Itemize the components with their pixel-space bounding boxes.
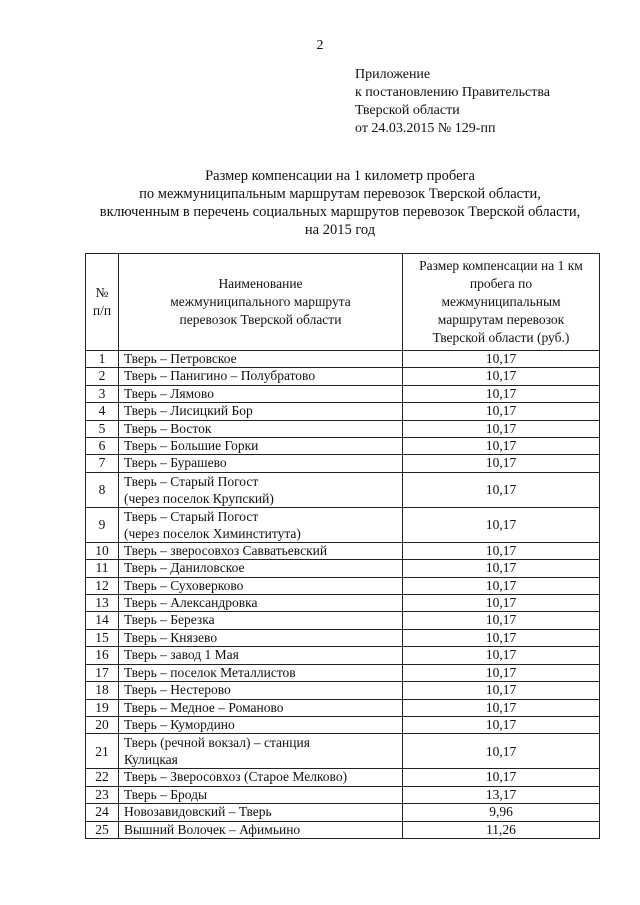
table-row	[86, 664, 600, 681]
table-row	[86, 507, 600, 542]
row-number: 10	[86, 542, 119, 559]
appendix-line: к постановлению Правительства	[355, 85, 551, 100]
route-name	[119, 821, 403, 838]
row-number: 23	[86, 786, 119, 803]
table-row	[86, 351, 600, 368]
route-name-line: Тверь – Кумордино	[124, 716, 235, 732]
compensation-value: 10,17	[403, 612, 600, 629]
route-name-line: Тверь (речной вокзал) – станция	[124, 735, 310, 751]
route-name	[119, 804, 403, 821]
table-row	[86, 786, 600, 803]
route-name	[119, 455, 403, 472]
compensation-value: 10,17	[403, 629, 600, 646]
table-row	[86, 542, 600, 559]
compensation-value: 10,17	[403, 769, 600, 786]
compensation-value: 10,17	[403, 368, 600, 385]
route-name-line: Новозавидовский – Тверь	[124, 804, 272, 820]
row-number: 15	[86, 629, 119, 646]
row-number: 14	[86, 612, 119, 629]
table-row	[86, 438, 600, 455]
route-name-line: Тверь – Александровка	[124, 595, 258, 611]
compensation-value: 10,17	[403, 542, 600, 559]
route-name-line: (через поселок Химинститута)	[124, 525, 301, 541]
title-line: Размер компенсации на 1 километр пробега	[205, 168, 475, 184]
table-row	[86, 612, 600, 629]
title-line: по межмуниципальным маршрутам перевозок Тверской области,	[139, 186, 541, 202]
appendix-line: Тверской области	[355, 103, 460, 118]
route-name	[119, 786, 403, 803]
route-name	[119, 734, 403, 769]
route-name-line: Тверь – Даниловское	[124, 560, 245, 576]
route-name-line: Тверь – Петровское	[124, 351, 237, 366]
compensation-value: 10,17	[403, 560, 600, 577]
table-row	[86, 595, 600, 612]
table-row	[86, 682, 600, 699]
route-name-line: Тверь – Старый Погост	[124, 473, 259, 489]
appendix-block	[355, 66, 550, 138]
compensation-value: 10,17	[403, 647, 600, 664]
route-name-line: (через поселок Крупский)	[124, 490, 274, 506]
compensation-value: 9,96	[403, 804, 600, 821]
route-name	[119, 542, 403, 559]
route-name	[119, 560, 403, 577]
header-route-line: Наименование	[218, 276, 303, 291]
compensation-value: 10,17	[403, 403, 600, 420]
header-number-line: п/п	[92, 303, 112, 318]
table-row	[86, 577, 600, 594]
route-name	[119, 351, 403, 368]
table-row	[86, 420, 600, 437]
route-name-line: Тверь – Броды	[124, 786, 208, 802]
row-number: 18	[86, 682, 119, 699]
compensation-value: 10,17	[403, 438, 600, 455]
route-name-line: Тверь – Суховерково	[124, 577, 244, 593]
route-name-line: Вышний Волочек – Афимьино	[124, 821, 301, 837]
table-row	[86, 804, 600, 821]
table-header-row	[86, 254, 600, 351]
route-name-line: Тверь – Медное – Романово	[124, 699, 284, 715]
route-name-line: Тверь – Панигино – Полубратово	[124, 368, 316, 384]
compensation-value: 10,17	[403, 577, 600, 594]
title-line: включенным в перечень социальных маршрутов перевозок Тверской области,	[99, 204, 581, 220]
header-number-line: №	[95, 285, 109, 300]
row-number: 7	[86, 455, 119, 472]
row-number: 13	[86, 595, 119, 612]
row-number: 22	[86, 769, 119, 786]
table-row	[86, 821, 600, 838]
route-name	[119, 403, 403, 420]
table-row	[86, 647, 600, 664]
header-number	[86, 254, 119, 351]
header-route-name	[119, 254, 403, 351]
route-name-line: Тверь – Большие Горки	[124, 438, 259, 454]
compensation-value: 10,17	[403, 385, 600, 402]
page-number: 2	[316, 38, 324, 53]
route-name-line: Тверь – Старый Погост	[124, 508, 259, 524]
row-number: 5	[86, 420, 119, 437]
compensation-table	[85, 253, 600, 839]
row-number: 25	[86, 821, 119, 838]
route-name	[119, 438, 403, 455]
row-number: 4	[86, 403, 119, 420]
route-name	[119, 699, 403, 716]
table-row	[86, 455, 600, 472]
row-number: 1	[86, 351, 119, 368]
table-row	[86, 769, 600, 786]
appendix-line: Приложение	[355, 67, 431, 82]
header-comp-line: маршрутам перевозок	[437, 312, 565, 327]
table-row	[86, 560, 600, 577]
route-name-line: Тверь – Лямово	[124, 385, 214, 401]
route-name	[119, 507, 403, 542]
title-line: на 2015 год	[304, 222, 376, 238]
route-name	[119, 769, 403, 786]
table-row	[86, 472, 600, 507]
row-number: 24	[86, 804, 119, 821]
compensation-value: 10,17	[403, 716, 600, 733]
route-name-line: Тверь – зверосовхоз Савватьевский	[124, 542, 328, 558]
row-number: 21	[86, 734, 119, 769]
route-name	[119, 629, 403, 646]
row-number: 11	[86, 560, 119, 577]
table-row	[86, 716, 600, 733]
route-name	[119, 612, 403, 629]
compensation-value: 10,17	[403, 420, 600, 437]
compensation-value: 11,26	[403, 821, 600, 838]
compensation-value: 10,17	[403, 455, 600, 472]
route-name	[119, 385, 403, 402]
compensation-value: 10,17	[403, 507, 600, 542]
route-name	[119, 595, 403, 612]
route-name	[119, 682, 403, 699]
table-row	[86, 385, 600, 402]
appendix-line: от 24.03.2015 № 129-пп	[355, 121, 496, 136]
route-name-line: Тверь – Нестерово	[124, 682, 231, 698]
table-body	[86, 351, 600, 839]
header-comp-line: Тверской области (руб.)	[432, 330, 570, 345]
header-comp-line: межмуниципальным	[441, 294, 561, 309]
route-name-line: Тверь – Лисицкий Бор	[124, 403, 253, 419]
route-name	[119, 472, 403, 507]
document-title	[60, 167, 620, 239]
table-row	[86, 734, 600, 769]
header-comp-line: Размер компенсации на 1 км	[419, 258, 583, 273]
table-row	[86, 368, 600, 385]
route-name-line: Тверь – поселок Металлистов	[124, 664, 296, 680]
route-name-line: Тверь – Восток	[124, 420, 212, 436]
row-number: 20	[86, 716, 119, 733]
header-comp-line: пробега по	[469, 276, 533, 291]
route-name	[119, 647, 403, 664]
compensation-value: 10,17	[403, 682, 600, 699]
route-name	[119, 577, 403, 594]
row-number: 16	[86, 647, 119, 664]
compensation-value: 10,17	[403, 699, 600, 716]
route-name-line: Кулицкая	[124, 752, 178, 768]
compensation-value: 13,17	[403, 786, 600, 803]
row-number: 12	[86, 577, 119, 594]
table-row	[86, 403, 600, 420]
row-number: 2	[86, 368, 119, 385]
compensation-value: 10,17	[403, 664, 600, 681]
row-number: 17	[86, 664, 119, 681]
table-row	[86, 629, 600, 646]
route-name-line: Тверь – Бурашево	[124, 455, 227, 471]
header-compensation	[403, 254, 600, 351]
row-number: 19	[86, 699, 119, 716]
row-number: 3	[86, 385, 119, 402]
route-name-line: Тверь – Зверосовхоз (Старое Мелково)	[124, 769, 348, 785]
route-name	[119, 368, 403, 385]
header-route-line: межмуниципального маршрута	[170, 294, 351, 309]
compensation-value: 10,17	[403, 351, 600, 368]
compensation-value: 10,17	[403, 734, 600, 769]
header-route-line: перевозок Тверской области	[179, 312, 342, 327]
compensation-value: 10,17	[403, 595, 600, 612]
route-name-line: Тверь – Березка	[124, 612, 215, 628]
route-name-line: Тверь – завод 1 Мая	[124, 647, 239, 663]
route-name	[119, 420, 403, 437]
route-name	[119, 664, 403, 681]
compensation-value: 10,17	[403, 472, 600, 507]
table-row	[86, 699, 600, 716]
route-name	[119, 716, 403, 733]
row-number: 9	[86, 507, 119, 542]
row-number: 8	[86, 472, 119, 507]
route-name-line: Тверь – Князево	[124, 629, 218, 645]
row-number: 6	[86, 438, 119, 455]
